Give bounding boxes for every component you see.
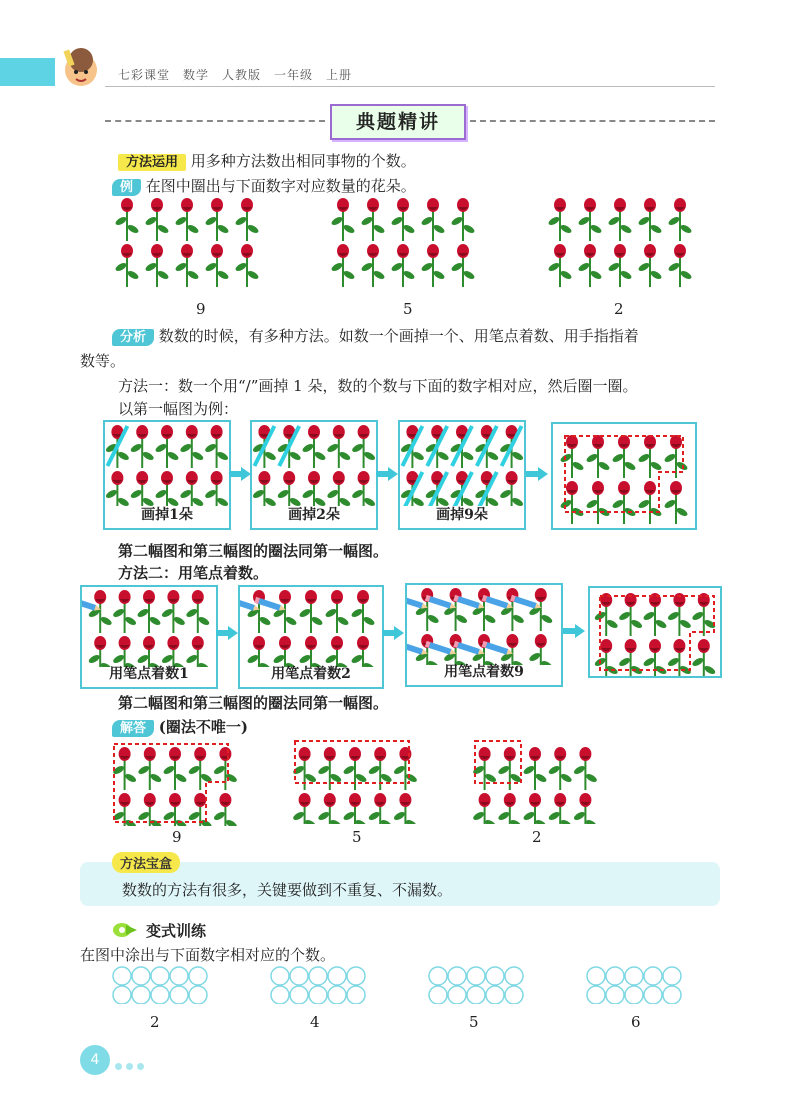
analysis-line bbox=[112, 325, 639, 346]
rose-icon bbox=[298, 590, 323, 633]
rose-icon bbox=[415, 588, 440, 631]
blank-circle[interactable] bbox=[328, 967, 346, 985]
pointer-icon bbox=[112, 922, 138, 938]
page-dots bbox=[115, 1055, 148, 1074]
rose-icon bbox=[130, 425, 155, 468]
arrow-icon bbox=[229, 467, 251, 481]
blank-circle[interactable] bbox=[505, 967, 523, 985]
rose-icon bbox=[204, 425, 229, 468]
blank-circle[interactable] bbox=[587, 986, 605, 1004]
answer-number-3: 2 bbox=[532, 828, 542, 846]
rose-icon bbox=[577, 244, 602, 287]
blank-circle[interactable] bbox=[429, 967, 447, 985]
example-tag: 例 bbox=[112, 179, 141, 196]
answer-group-3 bbox=[470, 738, 600, 824]
rose-icon bbox=[360, 244, 385, 287]
rose-icon bbox=[585, 481, 610, 524]
arrow-icon bbox=[526, 467, 548, 481]
rose-icon bbox=[330, 244, 355, 287]
rose-icon bbox=[663, 481, 688, 524]
answer-tag: 解答 bbox=[112, 720, 154, 737]
note-2: 第二幅图和第三幅图的圈法同第一幅图。 bbox=[118, 694, 389, 712]
rose-icon bbox=[351, 471, 376, 506]
rose-icon bbox=[450, 198, 475, 241]
blank-circle[interactable] bbox=[467, 967, 485, 985]
section-title: 典题精讲 bbox=[330, 104, 466, 140]
rose-icon bbox=[213, 747, 238, 790]
rose-icon bbox=[667, 198, 692, 241]
m2-caption-2: 用笔点着数2 bbox=[271, 666, 351, 682]
rose-icon bbox=[234, 198, 259, 241]
blank-circle[interactable] bbox=[347, 986, 365, 1004]
blank-circle[interactable] bbox=[486, 967, 504, 985]
blank-circle[interactable] bbox=[309, 967, 327, 985]
page-number: 4 bbox=[80, 1045, 110, 1075]
rose-icon bbox=[130, 471, 155, 506]
blank-circle[interactable] bbox=[663, 967, 681, 985]
m1-panel-4 bbox=[551, 422, 697, 530]
rose-icon bbox=[326, 471, 351, 506]
blank-circle[interactable] bbox=[644, 967, 662, 985]
rose-icon bbox=[162, 747, 187, 790]
arrow-icon bbox=[563, 624, 585, 638]
analysis-text-2: 数等。 bbox=[80, 352, 126, 370]
rose-icon bbox=[548, 747, 573, 790]
exercise-number-1: 2 bbox=[150, 1013, 160, 1031]
method-tag: 方法运用 bbox=[118, 154, 186, 171]
blank-circle[interactable] bbox=[170, 986, 188, 1004]
rose-icon bbox=[450, 244, 475, 287]
rose-icon bbox=[179, 471, 204, 506]
rose-icon bbox=[292, 793, 317, 824]
m2-panel-4 bbox=[588, 586, 722, 678]
header-band bbox=[0, 58, 55, 86]
rose-icon bbox=[112, 747, 137, 790]
rose-icon bbox=[585, 435, 610, 478]
blank-circle[interactable] bbox=[486, 986, 504, 1004]
rose-icon bbox=[179, 425, 204, 468]
rose-icon bbox=[188, 747, 213, 790]
rose-icon bbox=[522, 747, 547, 790]
arrow-icon bbox=[382, 626, 404, 640]
rose-icon bbox=[637, 244, 662, 287]
blank-circle[interactable] bbox=[347, 967, 365, 985]
rose-icon bbox=[144, 198, 169, 241]
rose-icon bbox=[185, 590, 210, 633]
rose-icon bbox=[301, 425, 326, 468]
circle-group-2[interactable] bbox=[270, 966, 366, 1004]
blank-circle[interactable] bbox=[151, 967, 169, 985]
rose-icon bbox=[174, 244, 199, 287]
exercise-text: 在图中涂出与下面数字相对应的个数。 bbox=[80, 946, 336, 964]
rose-icon bbox=[301, 471, 326, 506]
rose-icon bbox=[577, 198, 602, 241]
blank-circle[interactable] bbox=[467, 986, 485, 1004]
group-number-1: 9 bbox=[196, 300, 206, 318]
header-divider bbox=[105, 86, 715, 87]
section-divider-right bbox=[470, 120, 715, 122]
rose-icon bbox=[522, 793, 547, 824]
rose-icon bbox=[642, 593, 667, 636]
blank-circle[interactable] bbox=[505, 986, 523, 1004]
group-number-3: 2 bbox=[614, 300, 624, 318]
rose-icon bbox=[272, 590, 297, 633]
exercise-title: 变式训练 bbox=[146, 922, 207, 940]
blank-circle[interactable] bbox=[132, 967, 150, 985]
m1-caption-1: 画掉1朵 bbox=[141, 507, 193, 523]
rose-icon bbox=[114, 198, 139, 241]
rose-icon bbox=[326, 425, 351, 468]
rose-icon bbox=[607, 198, 632, 241]
tip-tag: 方法宝盒 bbox=[112, 852, 180, 873]
m2-caption-1: 用笔点着数1 bbox=[109, 666, 189, 682]
rose-icon bbox=[161, 590, 186, 633]
m1-panel-2 bbox=[250, 420, 378, 530]
circle-group-3[interactable] bbox=[428, 966, 524, 1004]
flower-group-1 bbox=[112, 195, 262, 297]
arrow-icon bbox=[216, 626, 238, 640]
rose-icon bbox=[204, 244, 229, 287]
rose-icon bbox=[594, 593, 619, 636]
m2-panel-3 bbox=[405, 583, 563, 687]
blank-circle[interactable] bbox=[429, 986, 447, 1004]
rose-icon bbox=[618, 593, 643, 636]
exercise-number-2: 4 bbox=[310, 1013, 320, 1031]
blank-circle[interactable] bbox=[644, 986, 662, 1004]
rose-icon bbox=[667, 244, 692, 287]
blank-circle[interactable] bbox=[113, 967, 131, 985]
rose-icon bbox=[691, 593, 716, 636]
answer-number-2: 5 bbox=[352, 828, 362, 846]
blank-circle[interactable] bbox=[587, 967, 605, 985]
rose-icon bbox=[471, 588, 496, 631]
blank-circle[interactable] bbox=[271, 967, 289, 985]
rose-icon bbox=[390, 244, 415, 287]
rose-icon bbox=[174, 198, 199, 241]
rose-icon bbox=[611, 481, 636, 524]
m2-caption-3: 用笔点着数9 bbox=[444, 664, 524, 680]
answer-number-1: 9 bbox=[172, 828, 182, 846]
flower-group-3 bbox=[545, 195, 695, 297]
rose-icon bbox=[137, 747, 162, 790]
rose-icon bbox=[547, 198, 572, 241]
rose-icon bbox=[204, 471, 229, 506]
rose-icon bbox=[88, 590, 113, 633]
example-text: 在图中圈出与下面数字对应数量的花朵。 bbox=[145, 177, 416, 195]
answer-group-1 bbox=[110, 740, 240, 826]
rose-icon bbox=[252, 471, 277, 506]
rose-icon bbox=[330, 198, 355, 241]
tip-text: 数数的方法有很多，关键要做到不重复、不漏数。 bbox=[122, 881, 453, 899]
method2-text: 方法二：用笔点着数。 bbox=[118, 564, 269, 582]
exercise-number-4: 6 bbox=[631, 1013, 641, 1031]
mascot-icon bbox=[58, 42, 104, 90]
answer-text: (圈法不唯一) bbox=[158, 718, 248, 736]
analysis-tag: 分析 bbox=[112, 329, 154, 346]
answer-group-2 bbox=[290, 738, 420, 824]
rose-icon bbox=[393, 793, 418, 824]
blank-circle[interactable] bbox=[189, 967, 207, 985]
rose-icon bbox=[144, 244, 169, 287]
circle-group-1[interactable] bbox=[112, 966, 208, 1004]
answer-line bbox=[112, 716, 248, 737]
m2-panel-2 bbox=[238, 585, 384, 689]
rose-icon bbox=[342, 793, 367, 824]
rose-icon bbox=[548, 793, 573, 824]
rose-icon bbox=[204, 198, 229, 241]
rose-icon bbox=[667, 593, 692, 636]
rose-icon bbox=[420, 244, 445, 287]
method-line bbox=[118, 150, 416, 171]
method1-sub: 以第一幅图为例： bbox=[118, 400, 239, 418]
rose-icon bbox=[637, 481, 662, 524]
rose-icon bbox=[573, 793, 598, 824]
rose-icon bbox=[154, 471, 179, 506]
rose-icon bbox=[213, 793, 238, 826]
rose-icon bbox=[547, 244, 572, 287]
rose-icon bbox=[154, 425, 179, 468]
group-number-2: 5 bbox=[403, 300, 413, 318]
circle-group-4[interactable] bbox=[586, 966, 682, 1004]
rose-icon bbox=[136, 590, 161, 633]
rose-icon bbox=[497, 793, 522, 824]
blank-circle[interactable] bbox=[663, 986, 681, 1004]
blank-circle[interactable] bbox=[151, 986, 169, 1004]
rose-icon bbox=[559, 481, 584, 524]
note-1: 第二幅图和第三幅图的圈法同第一幅图。 bbox=[118, 542, 389, 560]
rose-icon bbox=[528, 588, 553, 631]
rose-icon bbox=[500, 588, 525, 631]
blank-circle[interactable] bbox=[448, 967, 466, 985]
blank-circle[interactable] bbox=[328, 986, 346, 1004]
method-text: 用多种方法数出相同事物的个数。 bbox=[190, 152, 416, 170]
blank-circle[interactable] bbox=[309, 986, 327, 1004]
rose-icon bbox=[420, 198, 445, 241]
rose-icon bbox=[351, 425, 376, 468]
rose-icon bbox=[114, 244, 139, 287]
rose-icon bbox=[350, 590, 375, 633]
rose-icon bbox=[611, 435, 636, 478]
rose-icon bbox=[234, 244, 259, 287]
blank-circle[interactable] bbox=[132, 986, 150, 1004]
rose-icon bbox=[443, 588, 468, 631]
blank-circle[interactable] bbox=[625, 986, 643, 1004]
blank-circle[interactable] bbox=[170, 967, 188, 985]
method1-text: 方法一：数一个用“/”画掉 1 朵，数的个数与下面的数字相对应，然后圈一圈。 bbox=[118, 377, 638, 395]
rose-icon bbox=[324, 590, 349, 633]
rose-icon bbox=[559, 435, 584, 478]
rose-icon bbox=[607, 244, 632, 287]
rose-icon bbox=[112, 590, 137, 633]
example-line bbox=[112, 175, 416, 196]
rose-icon bbox=[317, 793, 342, 824]
exercise-number-3: 5 bbox=[469, 1013, 479, 1031]
book-title: 七彩课堂 数学 人教版 一年级 上册 bbox=[118, 68, 353, 82]
blank-circle[interactable] bbox=[271, 986, 289, 1004]
rose-icon bbox=[368, 793, 393, 824]
rose-icon bbox=[390, 198, 415, 241]
blank-circle[interactable] bbox=[290, 967, 308, 985]
blank-circle[interactable] bbox=[189, 986, 207, 1004]
m1-caption-2: 画掉2朵 bbox=[288, 507, 340, 523]
flower-group-2 bbox=[328, 195, 478, 297]
rose-icon bbox=[573, 747, 598, 790]
blank-circle[interactable] bbox=[290, 986, 308, 1004]
m1-panel-3 bbox=[398, 420, 526, 530]
section-divider-left bbox=[105, 120, 325, 122]
rose-icon bbox=[691, 639, 716, 676]
blank-circle[interactable] bbox=[606, 986, 624, 1004]
blank-circle[interactable] bbox=[606, 967, 624, 985]
rose-icon bbox=[499, 471, 524, 506]
rose-icon bbox=[246, 590, 271, 633]
rose-icon bbox=[277, 471, 302, 506]
m1-caption-3: 画掉9朵 bbox=[436, 507, 488, 523]
m2-panel-1 bbox=[80, 585, 218, 689]
arrow-icon bbox=[376, 467, 398, 481]
analysis-text-1: 数数的时候，有多种方法。如数一个画掉一个、用笔点着数、用手指指着 bbox=[158, 327, 639, 345]
rose-icon bbox=[360, 198, 385, 241]
blank-circle[interactable] bbox=[625, 967, 643, 985]
blank-circle[interactable] bbox=[113, 986, 131, 1004]
m1-panel-1 bbox=[103, 420, 231, 530]
rose-icon bbox=[472, 793, 497, 824]
blank-circle[interactable] bbox=[448, 986, 466, 1004]
rose-icon bbox=[105, 471, 130, 506]
rose-icon bbox=[637, 198, 662, 241]
